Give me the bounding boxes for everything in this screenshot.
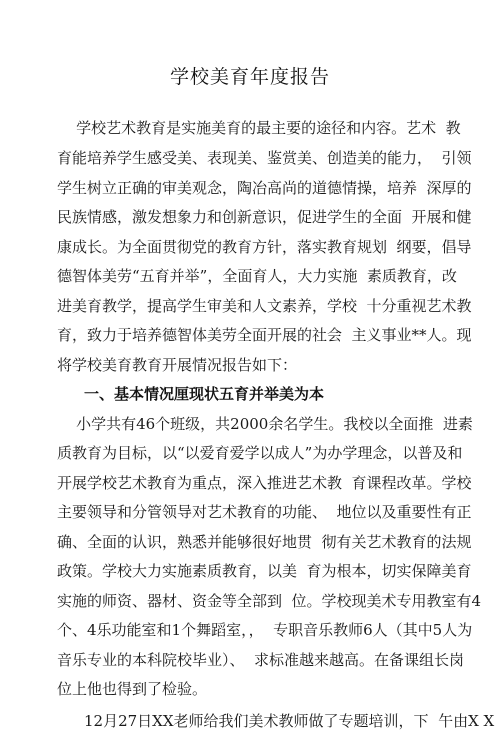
paragraph-line: 学生树立正确的审美观念，陶冶高尚的道德情操，培养 深厚的: [57, 179, 472, 197]
paragraph-line: 进美育教学，提高学生审美和人文素养，学校 十分重视艺术教: [57, 297, 472, 315]
paragraph-line: 音乐专业的本科院校毕业）、 求标准越来越高。在备课组长岗: [57, 651, 465, 669]
paragraph-line: 小学共有46个班级，共2000余名学生。我校以全面推 进素: [57, 415, 473, 433]
paragraph-line: 实施的师资、器材、资金等全部到 位。学校现美术专用教室有4: [57, 592, 482, 610]
paragraph-line: 确、全面的认识，熟悉并能够很好地贯 彻有关艺术教育的法规: [57, 533, 472, 551]
paragraph-line: 开展学校艺术教育为重点，深入推进艺术教 育课程改革。学校: [57, 474, 472, 492]
paragraph-line: 12月27日XX老师给我们美术教师做了专题培训，下 午由X X: [84, 712, 495, 730]
paragraph-line: 个、4乐功能室和1个舞蹈室，， 专职音乐教师6人（其中5人为: [57, 621, 473, 639]
paragraph-line: 质教育为目标，以“以爱育爱学以成人”为办学理念，以普及和: [57, 444, 463, 462]
paragraph-line: 德智体美劳“五育并举”，全面育人，大力实施 素质教育，改: [57, 267, 457, 285]
section-heading: 一、基本情况厘现状五育并举美为本: [84, 385, 325, 403]
paragraph-line: 将学校美育教育开展情况报告如下：: [57, 356, 298, 374]
paragraph-line: 政策。学校大力实施素质教育，以美 育为根本，切实保障美育: [57, 562, 472, 580]
document-title: 学校美育年度报告: [169, 66, 330, 88]
paragraph-line: 民族情感，激发想象力和创新意识，促进学生的全面 开展和健: [57, 208, 472, 226]
paragraph-line: 主要领导和分管领导对艺术教育的功能、 地位以及重要性有正: [57, 503, 472, 521]
paragraph-line: 育能培养学生感受美、表现美、鉴赏美、创造美的能力， 引领: [57, 149, 472, 167]
paragraph-line: 康成长。为全面贯彻党的教育方针，落实教育规划 纲要，倡导: [57, 238, 472, 256]
paragraph-line: 育，致力于培养德智体美劳全面开展的社会 主义事业**人。现: [57, 326, 472, 344]
paragraph-line: 学校艺术教育是实施美育的最主要的途径和内容。艺术 教: [57, 119, 461, 137]
paragraph-line: 位上他也得到了检验。: [57, 680, 208, 698]
